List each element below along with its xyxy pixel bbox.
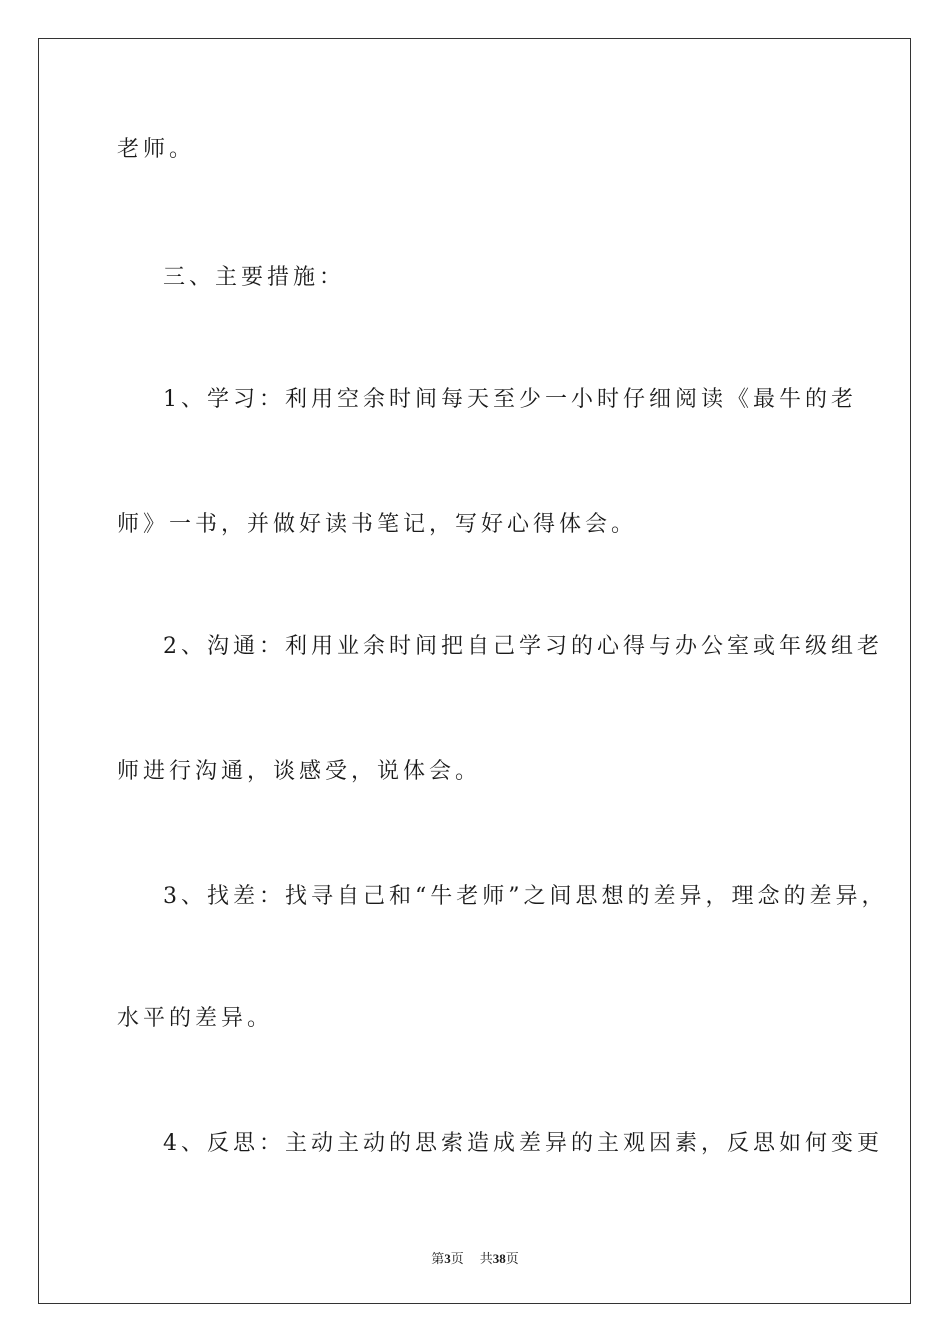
paragraph-line-8: 水平的差异。 <box>117 1006 274 1031</box>
page-footer <box>0 1248 950 1267</box>
paragraph-line-1: 老师。 <box>117 137 196 162</box>
section-heading: 三、主要措施： <box>163 265 346 290</box>
page-border <box>38 38 911 1304</box>
paragraph-line-9: 4、反思：主动主动的思索造成差异的主观因素，反思如何变更 <box>163 1131 883 1156</box>
paragraph-line-6: 师进行沟通，谈感受，说体会。 <box>117 759 482 784</box>
footer-total-suffix: 页 <box>505 1251 519 1266</box>
paragraph-line-7: 3、找差：找寻自己和“牛老师”之间思想的差异，理念的差异， <box>163 884 888 909</box>
paragraph-line-4: 师》一书，并做好读书笔记，写好心得体会。 <box>117 512 638 537</box>
footer-page-prefix: 第 <box>431 1251 445 1266</box>
footer-total-prefix: 共 <box>479 1251 493 1266</box>
paragraph-line-3: 1、学习：利用空余时间每天至少一小时仔细阅读《最牛的老 <box>163 387 857 412</box>
paragraph-line-5: 2、沟通：利用业余时间把自己学习的心得与办公室或年级组老 <box>163 634 883 659</box>
footer-page-suffix: 页 <box>450 1251 464 1266</box>
footer-page-number: 3 <box>444 1251 451 1266</box>
footer-total-pages: 38 <box>492 1251 506 1266</box>
